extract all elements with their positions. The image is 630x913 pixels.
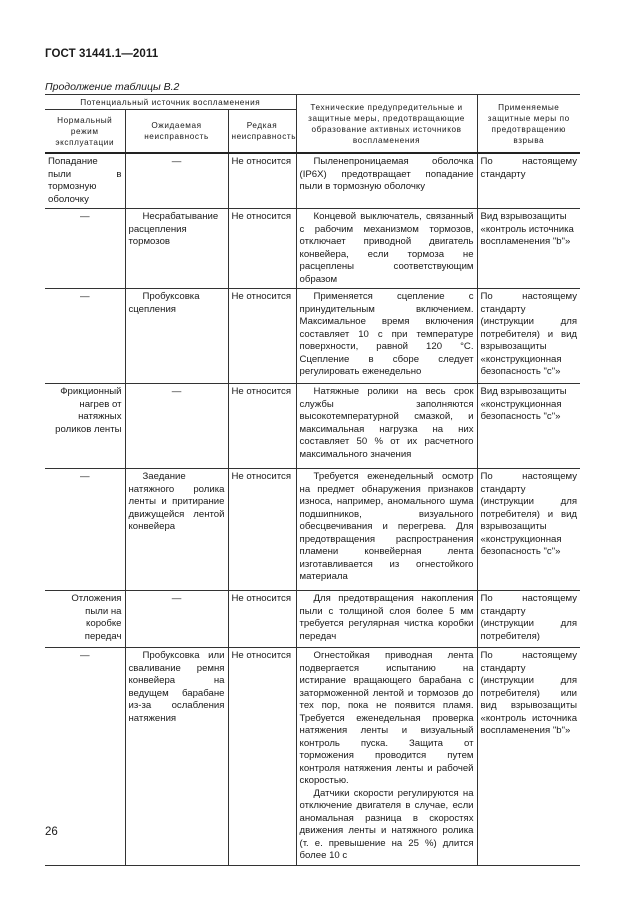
cell-rare: Не относится	[228, 469, 296, 591]
cell-normal: Отложения пыли на коробке передач	[45, 591, 125, 648]
measures-paragraph: Применяется сцепление с принудительным включением. Максимальное время включения составляет 10 с при температуре поверхности, равной 120 °С. Сцепление в сборе следует регулировать еженедельно	[299, 291, 474, 377]
cell-measures	[296, 648, 477, 866]
cell-normal: —	[45, 648, 125, 866]
table-row	[45, 289, 580, 384]
col-header-technical-measures: Технические предупредительные и защитные меры, предотвращающие образование активных источников воспламенения	[296, 95, 477, 154]
measures-paragraph: Огнестойкая приводная лента подвергается испытанию на истирание вращающего барабана с заторможенной лентой и тормозов до тех пор, пока не появится пламя. Требуется еженедельная проверка натяжения ленты и визуальный контроль пуска. Защита от торможения проводится путем контроля натяжения ленты и рабочей скоростью.	[299, 650, 474, 786]
cell-applied: По настоящему стандарту (инструкции для потребителя) и вид взрывозащиты «конструкционная безопасность "c"»	[477, 289, 580, 384]
cell-measures	[296, 469, 477, 591]
cell-expected: Заедание натяжного ролика ленты и притирание движущейся лентой конвейера	[125, 469, 228, 591]
cell-expected: Несрабатывание расцепления тормозов	[125, 209, 228, 289]
col-header-rare-fault: Редкая неисправность	[228, 110, 296, 154]
cell-applied: Вид взрывозащиты «конструкционная безопасность "c"»	[477, 384, 580, 469]
ignition-sources-table	[45, 94, 580, 866]
cell-applied: По настоящему стандарту (инструкции для потребителя) или вид взрывозащиты «контроль источника воспламенения "b"»	[477, 648, 580, 866]
cell-rare: Не относится	[228, 384, 296, 469]
measures-paragraph: Пыленепроницаемая оболочка (IP6X) предотвращает попадание пыли в тормозную оболочку	[299, 156, 474, 192]
standard-designation: ГОСТ 31441.1—2011	[45, 48, 159, 60]
table-row	[45, 209, 580, 289]
cell-applied: По настоящему стандарту (инструкции для потребителя)	[477, 591, 580, 648]
measures-paragraph: Требуется еженедельный осмотр на предмет обнаружения признаков износа, например, аномального шума подшипников, визуального обесцвечивания и перегрева. Для предотвращения распространения пламени конвейерная лента изготавливается из огнестойкого материала	[299, 471, 474, 582]
cell-expected: —	[125, 591, 228, 648]
cell-measures	[296, 153, 477, 209]
cell-measures	[296, 209, 477, 289]
cell-applied: Вид взрывозащиты «контроль источника воспламенения "b"»	[477, 209, 580, 289]
table-caption: Продолжение таблицы В.2	[45, 81, 180, 93]
cell-rare: Не относится	[228, 591, 296, 648]
table-row	[45, 648, 580, 866]
col-header-applied-measures: Применяемые защитные меры по предотвращению взрыва	[477, 95, 580, 154]
table-row	[45, 153, 580, 209]
table-row	[45, 469, 580, 591]
cell-rare: Не относится	[228, 289, 296, 384]
cell-expected: —	[125, 153, 228, 209]
group-header-ignition-source: Потенциальный источник воспламенения	[45, 95, 296, 110]
table-row	[45, 591, 580, 648]
cell-measures	[296, 289, 477, 384]
cell-expected: Пробуксовка или сваливание ремня конвейера на ведущем барабане из-за ослабления натяжения	[125, 648, 228, 866]
measures-paragraph: Концевой выключатель, связанный с рабочим механизмом тормозов, отключает приводной двигатель конвейера, если тормоза не расцеплены соответствующим образом	[299, 211, 474, 285]
measures-paragraph: Для предотвращения накопления пыли с толщиной слоя более 5 мм требуется регулярная чистка коробки передач	[299, 593, 474, 642]
cell-expected: Пробуксовка сцепления	[125, 289, 228, 384]
measures-paragraph: Датчики скорости регулируются на отключение двигателя в случае, если аномальная разница в скоростях движения ленты и натяжного ролика (т. е. превышение на 25 %) длится более 10 с	[299, 787, 474, 861]
cell-rare: Не относится	[228, 648, 296, 866]
cell-rare: Не относится	[228, 209, 296, 289]
table-row	[45, 384, 580, 469]
cell-measures	[296, 591, 477, 648]
cell-rare: Не относится	[228, 153, 296, 209]
cell-normal: —	[45, 209, 125, 289]
cell-normal: —	[45, 469, 125, 591]
cell-normal: Фрикционный нагрев от натяжных роликов ленты	[45, 384, 125, 469]
cell-expected: —	[125, 384, 228, 469]
cell-normal: Попадание пыли в тормозную оболочку	[45, 153, 125, 209]
cell-applied: По настоящему стандарту (инструкции для потребителя) и вид взрывозащиты «конструкционная безопасность "c"»	[477, 469, 580, 591]
col-header-expected-fault: Ожидаемая неисправность	[125, 110, 228, 154]
cell-normal: —	[45, 289, 125, 384]
col-header-normal-mode: Нормальный режим эксплуатации	[45, 110, 125, 154]
cell-applied: По настоящему стандарту	[477, 153, 580, 209]
page-number: 26	[45, 826, 58, 838]
measures-paragraph: Натяжные ролики на весь срок службы заполняются высокотемпературной смазкой, и максимальная нагрузка на них составляет 50 % от их расчетного максимального значения	[299, 386, 474, 460]
cell-measures	[296, 384, 477, 469]
